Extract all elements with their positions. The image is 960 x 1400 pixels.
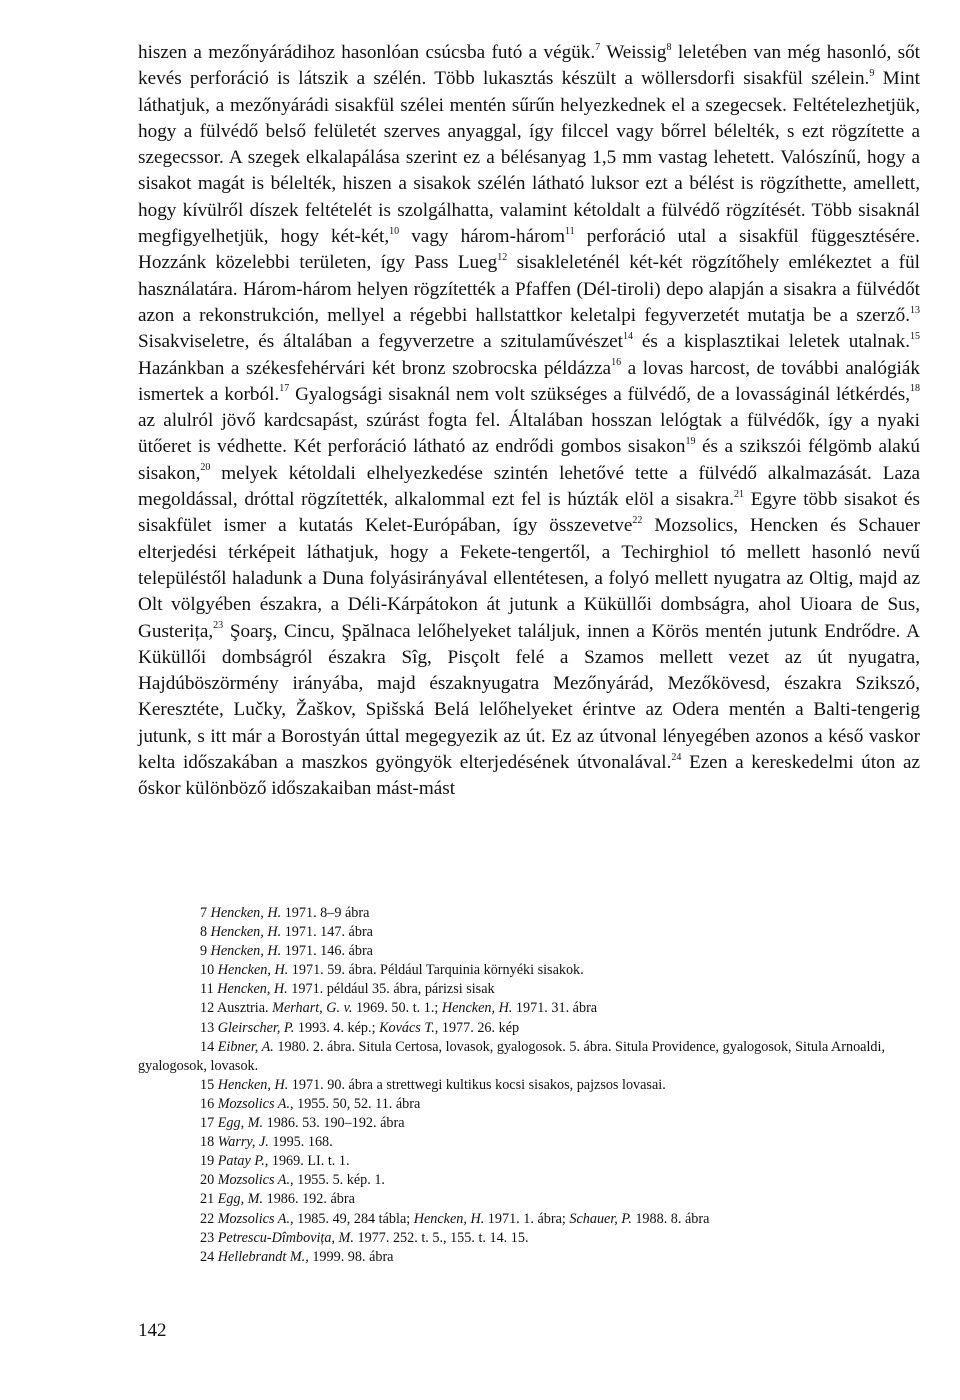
text-run: Ezen a kereskedelmi úton az őskor különböző időszakaiban mást-mást — [138, 752, 920, 800]
footnote-ref-9[interactable]: 9 — [869, 67, 875, 79]
footnote-author: Hellebrandt M. — [217, 1248, 306, 1265]
footnote-ref-19[interactable]: 19 — [685, 436, 696, 448]
footnote-ref-22[interactable]: 22 — [632, 514, 643, 526]
text-run: Mozsolics, Hencken és Schauer elterjedési térképeit láthatjuk, hogy a Fekete-tengertől, a Techirghiol tó mellett hasonló nevű településtől haladunk a Duna folyásirányával ellentétesen, a folyó mellett nyugatra az Oltig, majd az Olt völgyében északra, a Déli-Kárpátokon át jutunk a Küküllői dombságra, ahol Uioara de Sus, Gusterița, — [138, 515, 920, 642]
footnote-number: 9 — [200, 943, 211, 960]
footnote-ref-24[interactable]: 24 — [671, 751, 682, 763]
footnote-author: Mozsolics A. — [217, 1210, 290, 1227]
footnote-number: 16 — [200, 1095, 218, 1112]
footnote-ref-20[interactable]: 20 — [200, 462, 211, 474]
text-run: hiszen a mezőnyárádihoz hasonlóan csúcsba futó a végük. — [138, 42, 596, 63]
text-run: és a szikszói félgömb alakú sisakon, — [138, 436, 920, 484]
footnote-number: 14 — [200, 1038, 218, 1055]
footnote-number: 20 — [200, 1172, 218, 1189]
footnote-text: 1995. 168. — [268, 1134, 333, 1151]
footnote-text: 1971. 8–9 ábra — [281, 905, 370, 921]
footnote-text: 1988. 8. ábra — [631, 1210, 710, 1227]
footnote-number: 22 — [200, 1210, 218, 1227]
footnote-text: 1971. 31. ábra — [512, 1000, 598, 1017]
footnote-author: Petrescu-Dîmbovița, M. — [217, 1229, 354, 1246]
footnote-ref-21[interactable]: 21 — [734, 488, 745, 500]
footnote-21 — [138, 1190, 920, 1209]
footnote-author: Hencken, H. — [210, 905, 282, 921]
footnote-ref-10[interactable]: 10 — [389, 225, 400, 237]
footnote-author: Hencken, H. — [217, 981, 288, 998]
text-run: a lovas harcost, de további analógiák ismertek a korból. — [138, 357, 920, 405]
footnote-19 — [138, 1152, 920, 1171]
footnote-number: 7 — [200, 905, 211, 921]
footnote-8 — [138, 923, 920, 942]
footnote-number: 18 — [200, 1134, 218, 1151]
footnote-ref-16[interactable]: 16 — [611, 357, 622, 369]
footnote-text: 1971. például 35. ábra, párizsi sisak — [287, 981, 495, 998]
footnote-author: Mozsolics A. — [217, 1095, 290, 1112]
footnote-11 — [138, 980, 920, 999]
footnote-ref-11[interactable]: 11 — [565, 225, 575, 237]
footnote-number: 21 — [200, 1191, 218, 1208]
footnote-author: Hencken, H. — [210, 924, 282, 941]
footnote-ref-7[interactable]: 7 — [595, 41, 601, 53]
footnote-text: , 1977. 26. kép — [434, 1019, 520, 1036]
footnote-text: 1986. 192. ábra — [263, 1191, 355, 1208]
footnote-author: Hencken, H. — [217, 1076, 289, 1093]
footnote-number: 10 — [200, 962, 218, 979]
footnote-24 — [138, 1248, 920, 1267]
footnote-14 — [138, 1038, 920, 1076]
footnote-ref-12[interactable]: 12 — [497, 251, 508, 263]
footnote-20 — [138, 1171, 920, 1190]
footnote-text: 1977. 252. t. 5., 155. t. 14. 15. — [353, 1229, 529, 1246]
footnote-text: 1971. 90. ábra a strettwegi kultikus kocsi sisakos, pajzsos lovasai. — [288, 1076, 666, 1093]
footnote-22 — [138, 1210, 920, 1229]
footnote-number: 13 — [200, 1019, 218, 1036]
text-run: leletében van még hasonló, sőt kevés perforáció is látszik a szélén. Több lukasztás készült a wöllersdorfi sisakfül szélein. — [138, 42, 920, 90]
text-run: és a kisplasztikai leletek utalnak. — [633, 331, 910, 353]
footnote-number: 19 — [200, 1153, 218, 1170]
footnote-text: , 1955. 50, 52. 11. ábra — [290, 1095, 421, 1112]
footnote-text: , 1955. 5. kép. 1. — [290, 1172, 385, 1189]
footnote-text: Ausztria. — [216, 1000, 273, 1017]
footnote-text: , 1985. 49, 284 tábla; — [290, 1210, 414, 1227]
footnote-16 — [138, 1095, 920, 1114]
footnote-author: Schauer, P. — [569, 1210, 632, 1227]
footnote-text: 1993. 4. kép.; — [294, 1019, 380, 1036]
footnote-author: Kovács T. — [379, 1019, 435, 1036]
footnote-ref-23[interactable]: 23 — [213, 620, 224, 632]
footnote-number: 17 — [200, 1115, 218, 1132]
footnote-ref-18[interactable]: 18 — [910, 383, 921, 395]
footnote-text: 1971. 146. ábra — [281, 943, 373, 960]
footnote-number: 11 — [200, 981, 218, 998]
footnote-author: Hencken, H. — [210, 943, 282, 960]
footnote-author: Hencken, H. — [413, 1210, 485, 1227]
body-paragraph — [138, 40, 920, 803]
footnote-author: Patay P. — [217, 1153, 265, 1170]
footnote-17 — [138, 1114, 920, 1133]
footnote-9 — [138, 942, 920, 961]
footnote-ref-17[interactable]: 17 — [279, 383, 290, 395]
footnote-author: Mozsolics A. — [217, 1172, 290, 1189]
footnote-15 — [138, 1076, 920, 1095]
footnote-number: 24 — [200, 1248, 218, 1265]
footnote-number: 8 — [200, 924, 211, 941]
footnote-12 — [138, 999, 920, 1018]
footnote-text: 1971. 1. ábra; — [484, 1210, 570, 1227]
text-run: melyek kétoldali elhelyezkedése szintén lehetővé tette a fülvédő alkalmazását. Laza megoldással, dróttal rögzítették, alkalommal ezt fel is húzták elöl a sisakra. — [138, 462, 920, 511]
footnote-text: 1971. 59. ábra. Például Tarquinia környéki sisakok. — [288, 962, 584, 979]
text-run: Gyalogsági sisaknál nem volt szükséges a fülvédő, de a lovasságinál létkérdés, — [289, 383, 911, 405]
text-run: Mint láthatjuk, a mezőnyárádi sisakfül szélei mentén sűrűn helyezkednek el a szegecsek. Feltételezhetjük, hogy a fülvédő belső felületét szerves anyaggal, így filccel vagy bőrrel bélelték, s ezt rögzítette a szegecssor. A szegek elkalapálása szerint ez a bélésanyag 1,5 mm vastag lehetett. Valószínű, hogy a sisakot magát is bélelték, hiszen a sisakok szélén látható luksor ezt a bélést is rögzíthette, amellett, hogy kívülről díszek feltételét is szolgálhatta, valamint kétoldalt a fülvédő rögzítését. Több sisaknál megfigyelhetjük, hogy két-két, — [138, 68, 920, 248]
footnote-number: 23 — [200, 1229, 218, 1246]
footnote-18 — [138, 1133, 920, 1152]
footnote-number: 12 — [200, 1000, 217, 1017]
footnotes — [138, 904, 920, 1267]
text-run: perforáció utal a sisakfül függesztésére. Hozzánk közelebbi területen, így Pass Lueg — [138, 226, 920, 274]
footnote-number: 15 — [200, 1076, 218, 1093]
footnote-ref-8[interactable]: 8 — [666, 41, 672, 53]
footnote-author: Egg, M. — [217, 1115, 264, 1132]
text-run: az alulról jövő kardcsapást, szúrást fogta fel. Általában hosszan lelógtak a fülvédők, így a nyaki ütőeret is védhette. Két perforáció látható az endrődi gombos sisakon — [138, 410, 920, 458]
footnote-author: Warry, J. — [217, 1134, 269, 1151]
footnote-text: 1980. 2. ábra. Situla Certosa, lovasok, gyalogosok. 5. ábra. Situla Providence, gyalogosok, Situla Arnoaldi, gyalogosok, lovasok. — [138, 1038, 885, 1074]
footnote-author: Hencken, H. — [441, 1000, 513, 1017]
footnote-author: Hencken, H. — [217, 962, 289, 979]
footnote-author: Merhart, G. v. — [272, 1000, 353, 1017]
footnote-text: 1969. 50. t. 1.; — [352, 1000, 442, 1017]
text-run: Şoarş, Cincu, Şpălnaca lelőhelyeket találjuk, innen a Körös mentén jutunk Endrődre. A Küküllői dombságról északra Sîg, Pisçolt felé a Szamos mellett vezet az út nyugatra, Hajdúböszörmény irányába, majd északnyugatra Mezőnyárád, Mezőkövesd, északra Szikszó, Keresztéte, Lučky, Žaškov, Spišská Belá lelőhelyeket érintve az Odera mentén a Balti-tengerig jutunk, s itt már a Borostyán úttal megegyezik az út. Ez az útvonal lényegében azonos a késő vaskor kelta időszakában a maszkos gyöngyök elterjedésének útvonalával. — [138, 620, 920, 774]
footnote-ref-15[interactable]: 15 — [910, 330, 920, 342]
footnote-text: , 1969. LI. t. 1. — [264, 1153, 350, 1170]
footnote-ref-13[interactable]: 13 — [910, 304, 920, 316]
text-run: vagy három-három — [399, 226, 565, 248]
text-run: Weissig — [600, 42, 667, 63]
footnote-10 — [138, 961, 920, 980]
footnote-author: Gleirscher, P. — [217, 1019, 295, 1036]
footnote-13 — [138, 1019, 920, 1038]
footnote-23 — [138, 1229, 920, 1248]
footnote-ref-14[interactable]: 14 — [623, 330, 634, 342]
text-run: Sisakviseletre, és általában a fegyverzetre a szitulaművészet — [138, 331, 624, 353]
text-run: Egyre több sisakot és sisakfület ismer a kutatás Kelet-Európában, így összevetve — [138, 489, 921, 537]
footnote-text: 1986. 53. 190–192. ábra — [263, 1115, 405, 1132]
text-run: sisakleleténél két-két rögzítőhely emlékeztet a fül használatára. Három-három helyen rögzítették a Pfaffen (Dél-tiroli) depo alapján a sisakra a fülvédőt azon a rekonstrukción, mellyel a régebbi hallstattkor keletalpi fegyverzetét mutatja be a szerző. — [138, 252, 921, 326]
text-run: Hazánkban a székesfehérvári két bronz szobrocska példázza — [138, 357, 612, 379]
footnote-author: Eibner, A. — [217, 1038, 274, 1055]
footnote-text: 1971. 147. ábra — [281, 924, 373, 941]
footnote-7 — [138, 904, 920, 923]
page-number: 142 — [138, 1320, 167, 1341]
footnote-text: , 1999. 98. ábra — [305, 1248, 394, 1265]
footnote-author: Egg, M. — [217, 1191, 264, 1208]
main-text-column — [138, 40, 920, 803]
